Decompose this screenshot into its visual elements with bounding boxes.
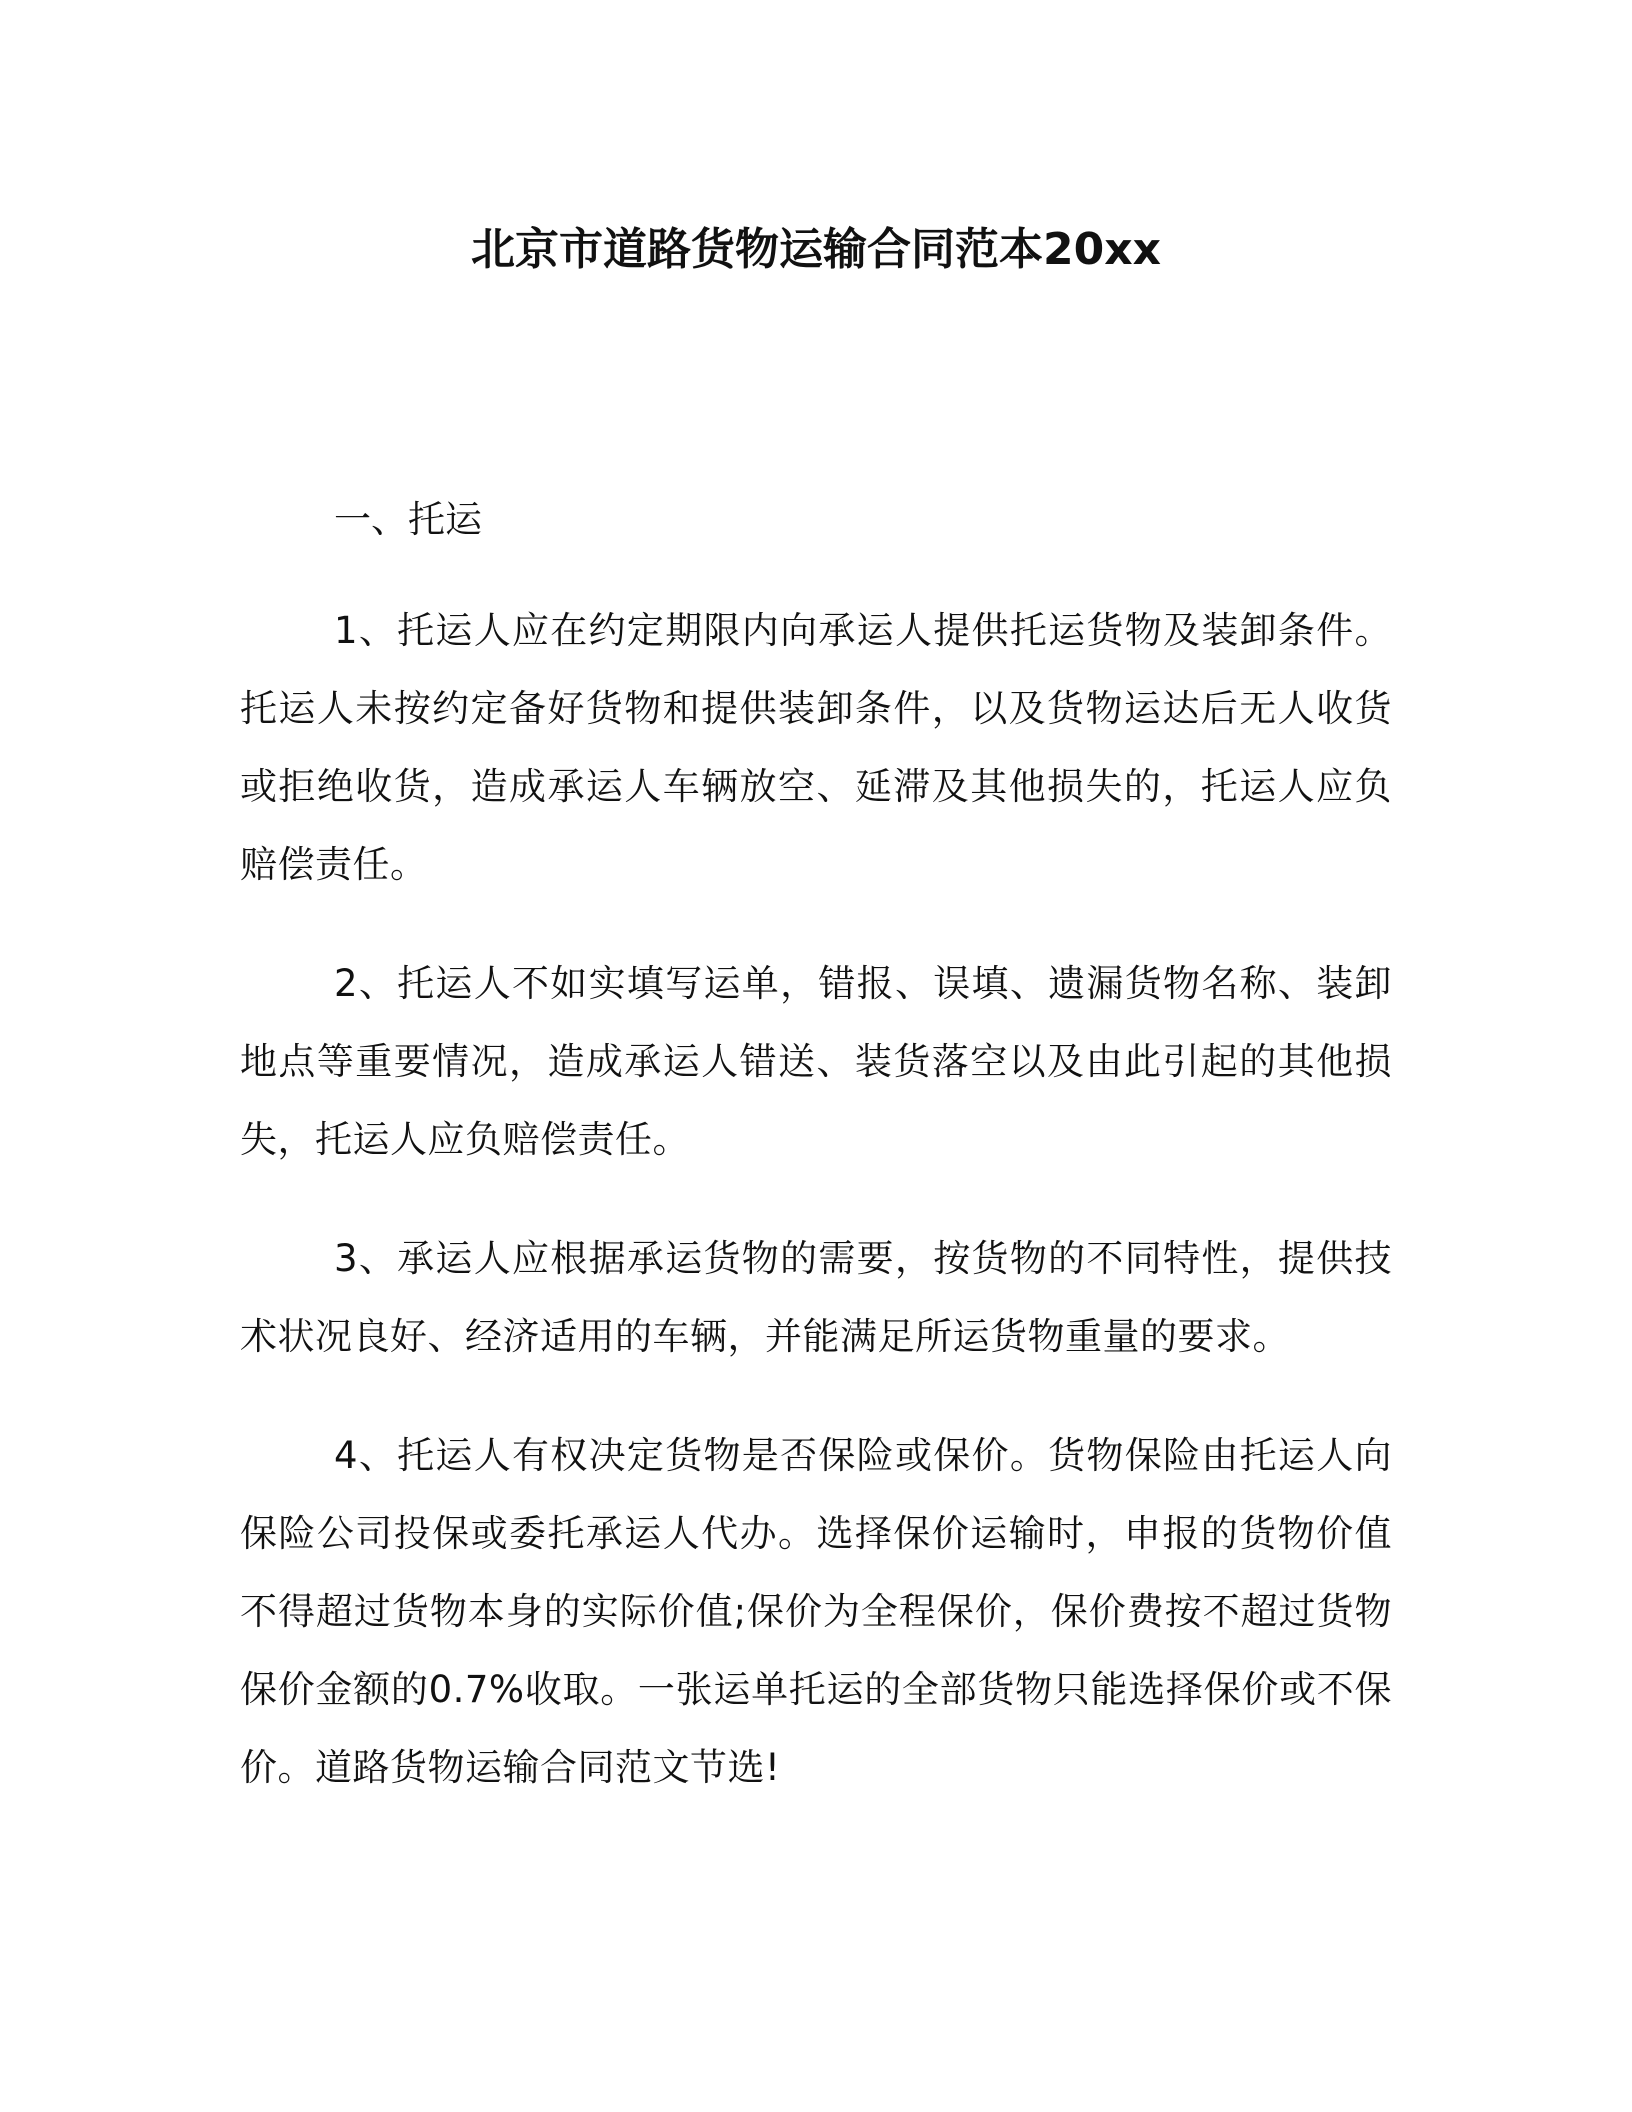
document-title: 北京市道路货物运输合同范本20xx [471,224,1161,275]
paragraph-4: 4、托运人有权决定货物是否保险或保价。货物保险由托运人向保险公司投保或委托承运人代办。选择保价运输时，申报的货物价值不得超过货物本身的实际价值;保价为全程保价，保价费按不超过货物保价金额的0.7%收取。一张运单托运的全部货物只能选择保价或不保价。道路货物运输合同范文节选! [240,1434,1392,1789]
paragraph-3: 3、承运人应根据承运货物的需要，按货物的不同特性，提供技术状况良好、经济适用的车辆，并能满足所运货物重量的要求。 [240,1237,1392,1358]
document-body [240,490,1392,1848]
paragraph-2: 2、托运人不如实填写运单，错报、误填、遗漏货物名称、装卸地点等重要情况，造成承运人错送、装货落空以及由此引起的其他损失，托运人应负赔偿责任。 [240,962,1392,1161]
paragraph-1: 1、托运人应在约定期限内向承运人提供托运货物及装卸条件。托运人未按约定备好货物和提供装卸条件，以及货物运达后无人收货或拒绝收货，造成承运人车辆放空、延滞及其他损失的，托运人应负赔偿责任。 [240,609,1392,886]
section-heading: 一、托运 [334,498,482,541]
